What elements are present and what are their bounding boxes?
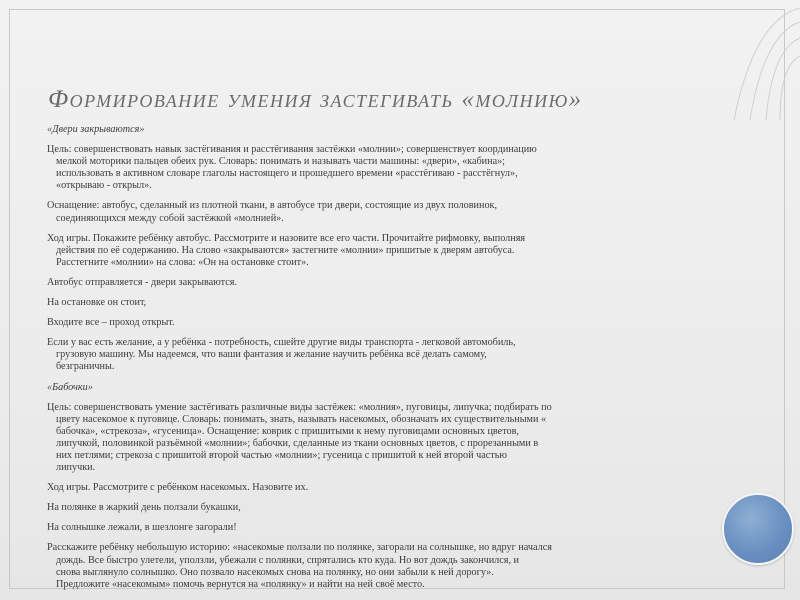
paragraph (47, 502, 697, 514)
paragraph-line: На остановке он стоит, (47, 297, 147, 309)
slide-content (47, 124, 697, 599)
slide-title: Формирование умения застегивать «молнию» (48, 86, 583, 113)
paragraph (47, 233, 697, 269)
paragraph-line: Расскажите ребёнку небольшую историю: «насекомые ползали по полянке, загорали на солнышке, но вдруг начался (47, 542, 552, 554)
paragraph (47, 317, 697, 329)
paragraph-line: Автобус отправляется - двери закрываются. (47, 276, 237, 288)
paragraph-line: На полянке в жаркий день ползали букашки, (47, 502, 241, 514)
paragraph (47, 277, 697, 289)
paragraph-line: Если у вас есть желание, а у ребёнка - потребность, сшейте другие виды транспорта - легковой автомобиль, (47, 337, 516, 349)
paragraph-line: использовать в активном словаре глаголы настоящего и прошедшего времени «расстёгиваю - расстёгнул», (56, 168, 518, 180)
paragraph (47, 482, 697, 494)
paragraph-line: мелкой моторики пальцев обеих рук. Словарь: понимать и называть части машины: «двери», «кабина»; (56, 156, 506, 168)
paragraph-line: бабочка», «стрекоза», «гусеница». Оснащение: коврик с пришитыми к нему пуговицами основных цветов, (56, 425, 519, 437)
paragraph-line: безграничны. (56, 361, 115, 373)
paragraph-line: них петлями; стрекоза с пришитой второй частью «молнии»; гусеница с пришитой к ней второй частью (56, 449, 507, 461)
paragraph (47, 297, 697, 309)
paragraph-line: дождь. Все быстро улетели, уползли, убежали с полянки, спрятались кто куда. Но вот дождь закончился, и (56, 554, 520, 566)
section-heading: «Бабочки» (47, 381, 93, 393)
paragraph-line: На солнышке лежали, в шезлонге загорали! (47, 522, 237, 534)
paragraph-line: цвету насекомое к пуговице. Словарь: понимать, знать, называть насекомых, обозначать их существительными « (56, 413, 547, 425)
decorative-circle (722, 493, 794, 565)
paragraph-line: Расстегните «молнии» на слова: «Он на остановке стоит». (56, 256, 309, 268)
paragraph-line: снова выглянуло солнышко. Оно позвало насекомых снова на полянку, но они забыли к ней дорогу». (56, 566, 494, 578)
paragraph-line: Предложите «насекомым» помочь вернутся на «полянку» и найти на ней своё место. (56, 578, 425, 590)
paragraph-line: «открываю - открыл». (56, 180, 152, 192)
paragraph-line: липучкой, половинкой разъёмной «молнии»; бабочки, сделанные из ткани основных цветов, с прорезанными в (56, 437, 539, 449)
paragraph (47, 542, 697, 590)
paragraph-line: Оснащение: автобус, сделанный из плотной ткани, в автобусе три двери, состоящие из двух половинок, (47, 200, 498, 212)
paragraph-line: Ход игры. Рассмотрите с ребёнком насекомых. Назовите их. (47, 482, 309, 494)
section-heading: «Двери закрываются» (47, 124, 145, 135)
paragraph-line: липучки. (56, 462, 96, 474)
paragraph (47, 522, 697, 534)
paragraph (47, 144, 697, 192)
paragraph (47, 337, 697, 373)
paragraph-line: грузовую машину. Мы надеемся, что ваши фантазия и желание научить ребёнка всё делать самому, (56, 349, 487, 361)
paragraph-line: соединяющихся между собой застёжкой «молнией». (56, 212, 284, 224)
paragraph-line: Ход игры. Покажите ребёнку автобус. Рассмотрите и назовите все его части. Прочитайте рифмовку, выполняя (47, 232, 526, 244)
paragraph (47, 402, 697, 475)
paragraph-line: Цель: совершенствовать навык застёгивания и расстёгивания застёжки «молнии»; совершенствует координацию (47, 144, 537, 156)
paragraph-line: Входите все – проход открыт. (47, 317, 175, 329)
paragraph-line: Цель: совершенствовать умение застёгивать различные виды застёжек: «молния», пуговицы, липучка; подбирать по (47, 401, 552, 413)
paragraph (47, 200, 697, 224)
paragraph-line: действия по её содержанию. На слово «закрываются» застегните «молнии» пришитые к дверям автобуса. (56, 244, 515, 256)
